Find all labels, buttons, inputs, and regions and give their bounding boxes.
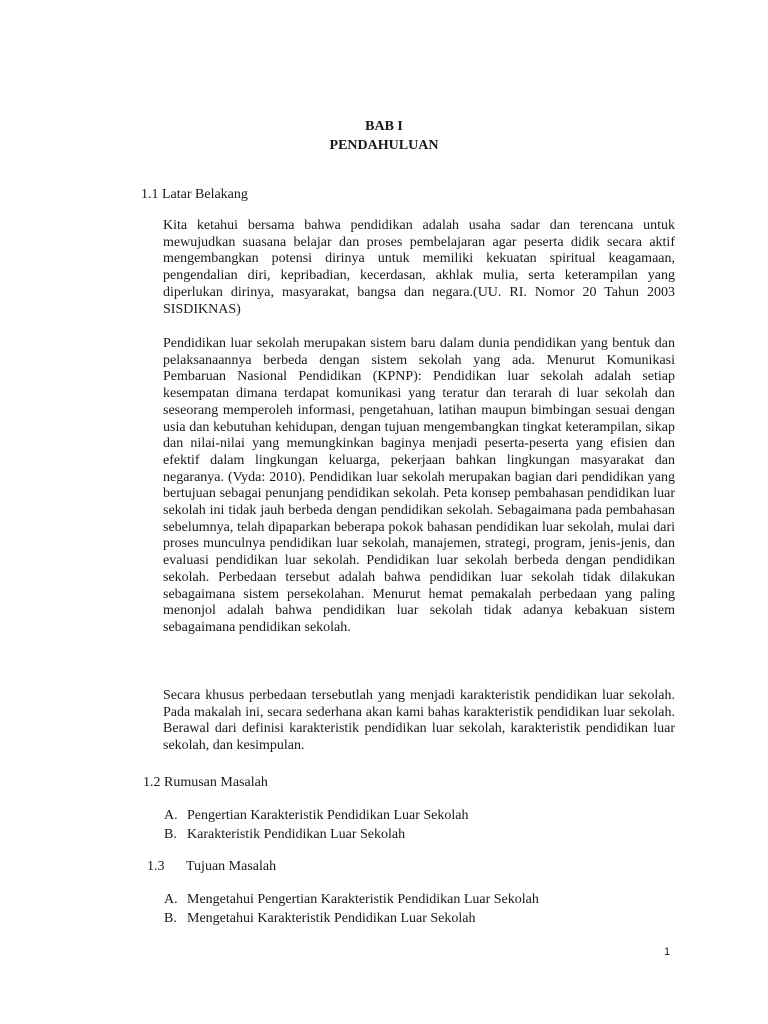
chapter-number: BAB I	[365, 119, 403, 134]
list-item-text: Karakteristik Pendidikan Luar Sekolah	[187, 827, 406, 842]
paragraph-2: Pendidikan luar sekolah merupakan sistem baru dalam dunia pendidikan yang bentuk dan pelaksanaannya berbeda dengan sistem sekolah yang ada. Menurut Komunikasi Pembaruan Nasional Pendidikan (KPNP): Pendidikan luar sekolah adalah setiap kesempatan dimana terdapat komunikasi yang teratur dan terarah di luar sekolah dan seseorang memperoleh informasi, pengetahuan, latihan maupun bimbingan sesuai dengan usia dan kebutuhan kehidupan, dengan tujuan mengembangkan tingkat keterampilan, sikap dan nilai-nilai yang memungkinkan baginya menjadi peserta-peserta yang efisien dan efektif dalam lingkungan keluarga, pekerjaan bahkan lingkungan masyarakat dan negaranya. (Vyda: 2010). Pendidikan luar sekolah merupakan bagian dari pendidikan yang bertujuan sebagai penunjang pendidikan sekolah. Peta konsep pembahasan pendidikan luar sekolah ini tidak jauh berbeda dengan pendidikan sekolah. Sebagaimana pada pembahasan sebelumnya, telah dipaparkan beberapa pokok bahasan pendidikan luar sekolah, mulai dari proses munculnya pendidikan luar sekolah, manajemen, strategi, program, jenis-jenis, dan evaluasi pendidikan luar sekolah. Pendidikan luar sekolah berbeda dengan pendidikan sekolah. Perbedaan tersebut adalah bahwa pendidikan luar sekolah tidak dilakukan sebagaimana sistem persekolahan. Menurut hemat pemakalah perbedaan yang paling menonjol adalah bahwa pendidikan luar sekolah tidak adanya kebakuan sistem sebagaimana pendidikan sekolah.	[163, 336, 675, 635]
list-item	[164, 890, 539, 909]
section-heading-latar-belakang	[141, 185, 248, 204]
section-number: 1.1	[141, 187, 159, 202]
tujuan-masalah-list	[164, 890, 539, 928]
section-title: Tujuan Masalah	[186, 859, 277, 874]
list-item-text: Mengetahui Pengertian Karakteristik Pendidikan Luar Sekolah	[187, 892, 539, 907]
section-title: Latar Belakang	[162, 187, 248, 202]
chapter-heading	[0, 117, 768, 155]
list-item	[164, 825, 468, 844]
list-marker: B.	[164, 827, 177, 842]
list-marker: A.	[164, 808, 178, 823]
list-item	[164, 909, 539, 928]
paragraph-3: Secara khusus perbedaan tersebutlah yang menjadi karakteristik pendidikan luar sekolah. Pada makalah ini, secara sederhana akan kami bahas karakteristik pendidikan luar sekolah. Berawal dari definisi karakteristik pendidikan luar sekolah, karakteristik pendidikan luar sekolah, dan kesimpulan.	[163, 688, 675, 754]
list-marker: B.	[164, 911, 177, 926]
chapter-title: PENDAHULUAN	[329, 138, 439, 153]
list-marker: A.	[164, 892, 178, 907]
section-number: 1.3	[147, 859, 165, 874]
list-item-text: Pengertian Karakteristik Pendidikan Luar Sekolah	[187, 808, 469, 823]
page-number: 1	[664, 946, 671, 958]
section-heading-rumusan-masalah	[143, 773, 268, 792]
section-number: 1.2	[143, 775, 161, 790]
section-title: Rumusan Masalah	[164, 775, 268, 790]
list-item-text: Mengetahui Karakteristik Pendidikan Luar Sekolah	[187, 911, 476, 926]
rumusan-masalah-list	[164, 806, 469, 844]
list-item	[164, 806, 469, 825]
section-heading-tujuan-masalah	[147, 857, 277, 876]
paragraph-1: Kita ketahui bersama bahwa pendidikan adalah usaha sadar dan terencana untuk mewujudkan suasana belajar dan proses pembelajaran agar peserta didik secara aktif mengembangkan potensi dirinya untuk memiliki kekuatan spiritual keagamaan, pengendalian diri, kepribadian, kecerdasan, akhlak mulia, serta keterampilan yang diperlukan dirinya, masyarakat, bangsa dan negara.(UU. RI. Nomor 20 Tahun 2003 SISDIKNAS)	[163, 218, 675, 317]
